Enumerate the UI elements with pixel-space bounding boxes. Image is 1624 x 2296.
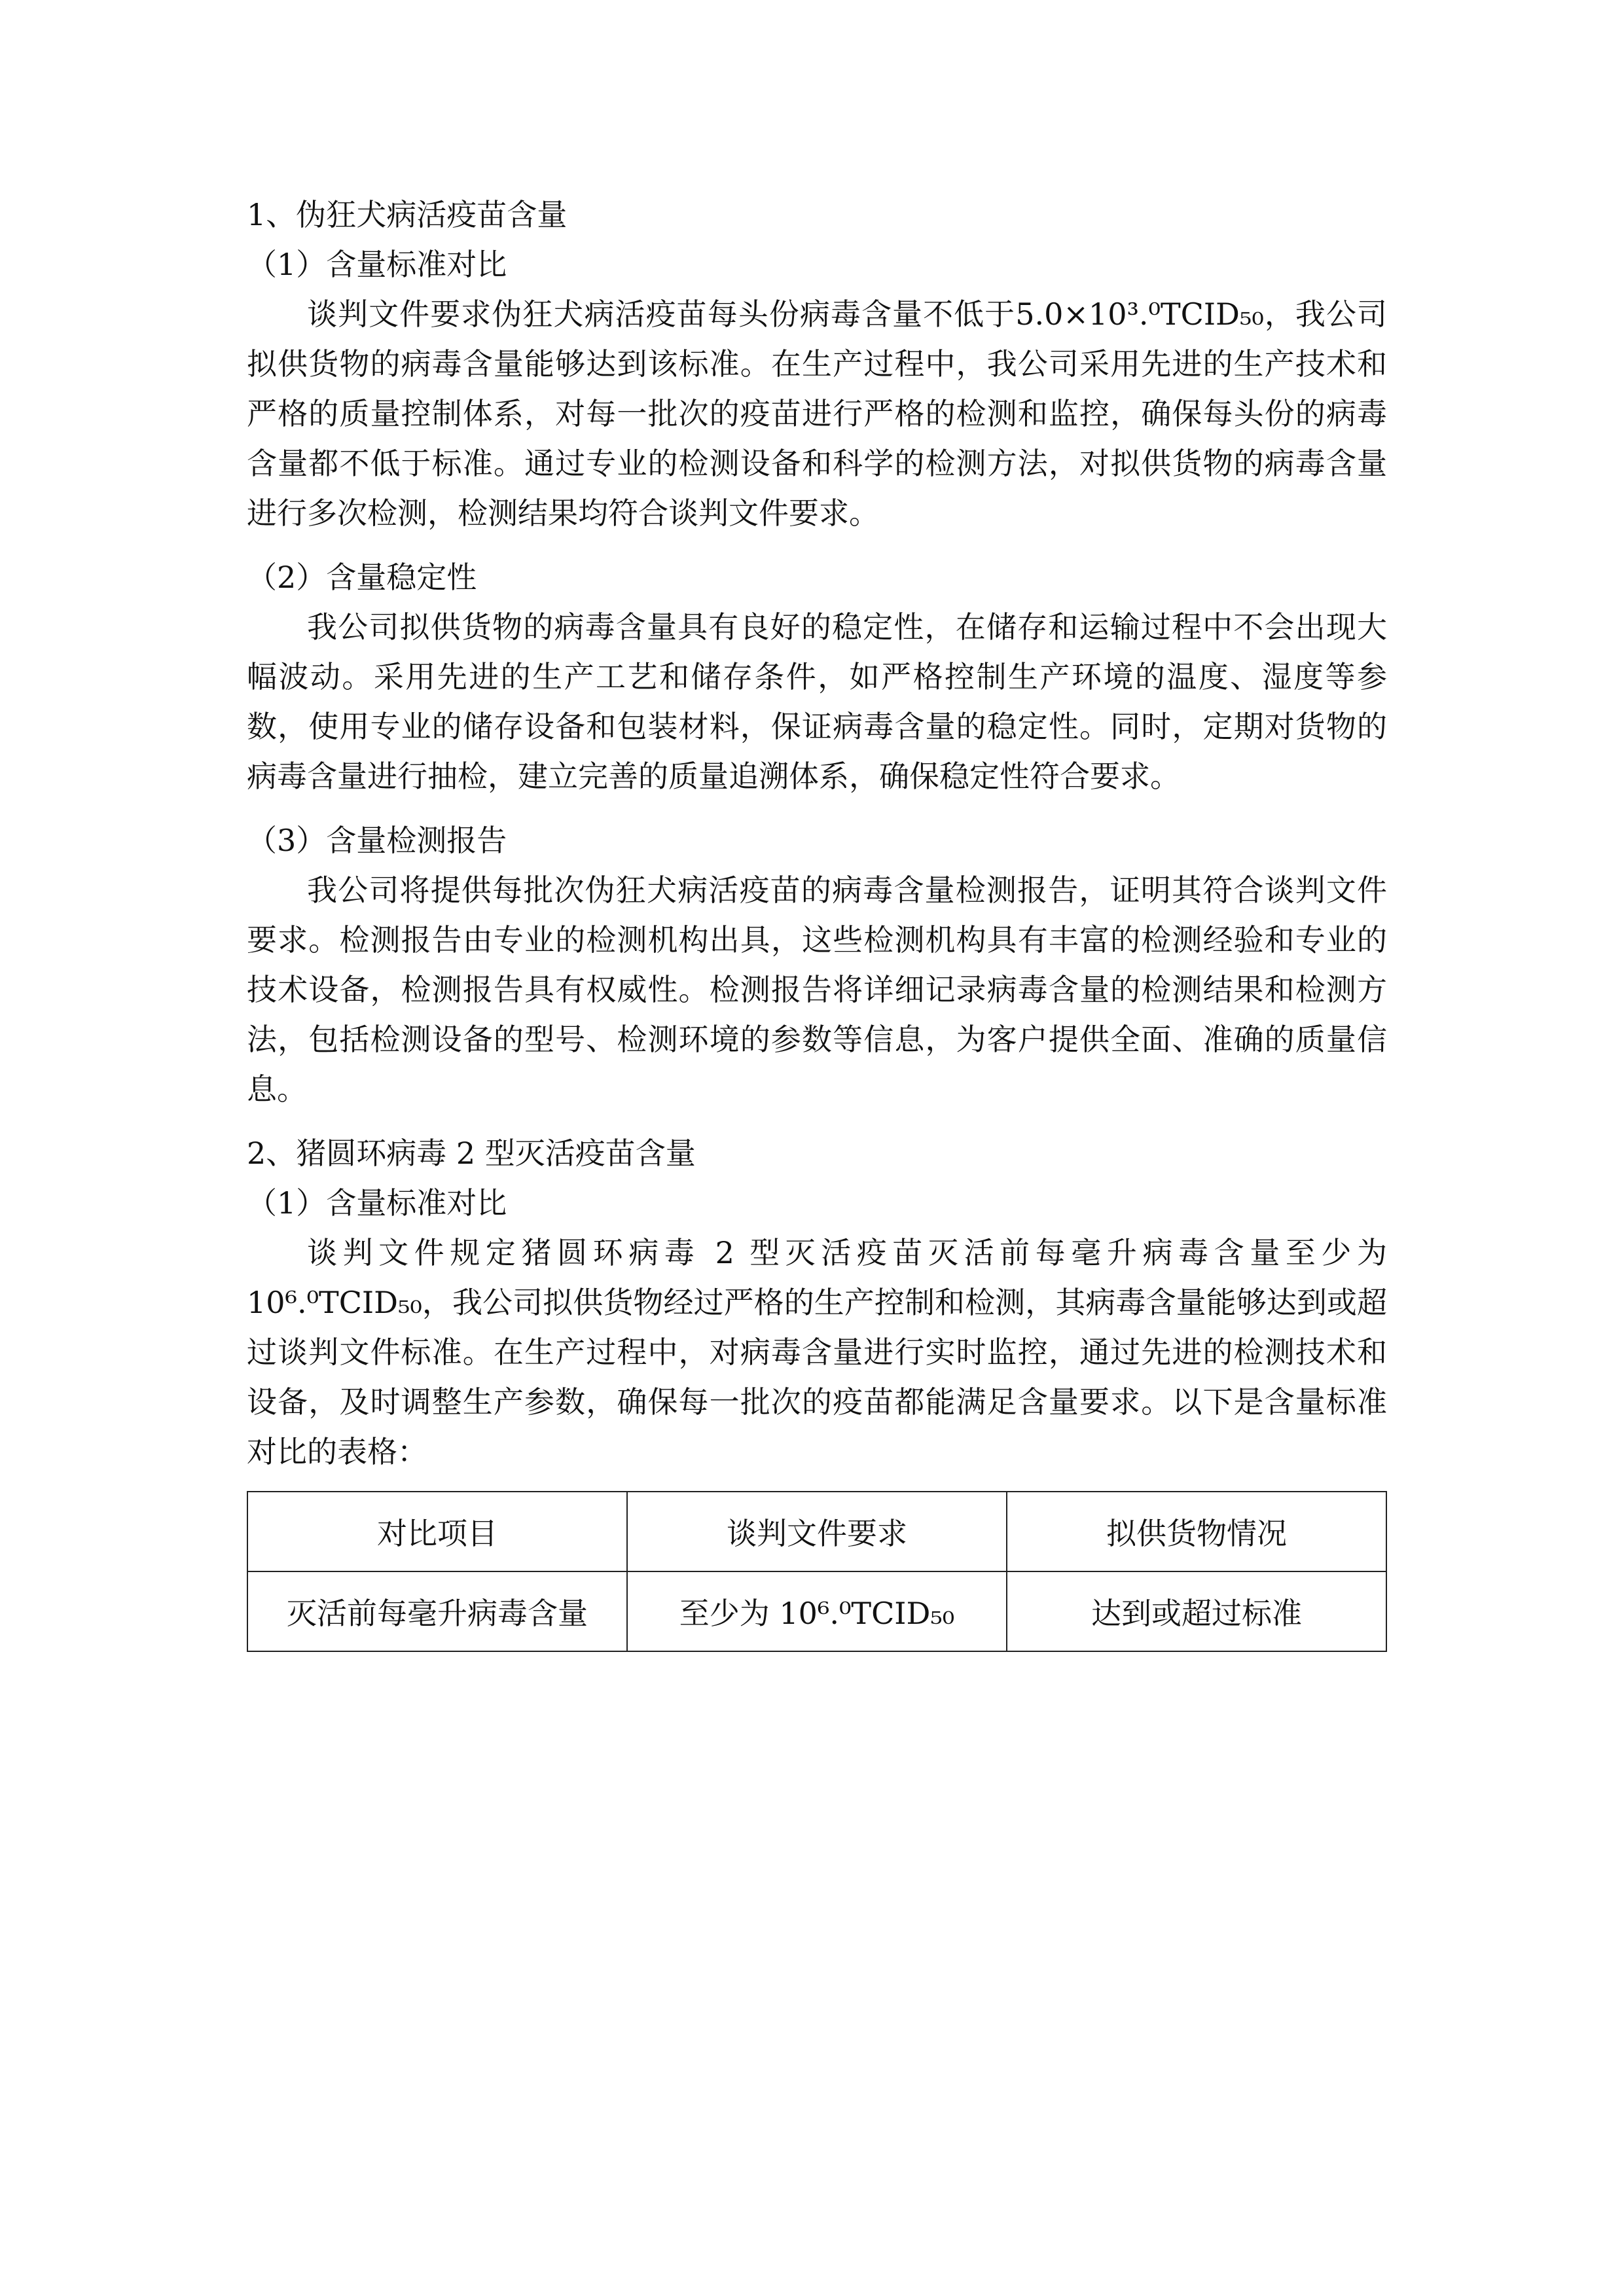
table-cell: 达到或超过标准 [1007,1571,1386,1651]
section2-sub1-title: （1）含量标准对比 [247,1185,507,1221]
section1-sub1-title: （1）含量标准对比 [247,247,507,282]
comparison-table [247,1491,1387,1652]
table-header-row [247,1492,1386,1571]
table-cell: 至少为 10⁶.⁰TCID₅₀ [627,1571,1007,1651]
section1-sub2-paragraph: 我公司拟供货物的病毒含量具有良好的稳定性，在储存和运输过程中不会出现大幅波动。采用先进的生产工艺和储存条件，如严格控制生产环境的温度、湿度等参数，使用专业的储存设备和包装材料，保证病毒含量的稳定性。同时，定期对货物的病毒含量进行抽检，建立完善的质量追溯体系，确保稳定性符合要求。 [247,609,1387,794]
table-row [247,1571,1386,1651]
section1-title: 1、伪狂犬病活疫苗含量 [247,197,568,232]
table-header-cell: 谈判文件要求 [627,1492,1007,1571]
section2-sub1-paragraph: 谈判文件规定猪圆环病毒 2 型灭活疫苗灭活前每毫升病毒含量至少为10⁶.⁰TCID₅₀，我公司拟供货物经过严格的生产控制和检测，其病毒含量能够达到或超过谈判文件标准。在生产过程中，对病毒含量进行实时监控，通过先进的检测技术和设备，及时调整生产参数，确保每一批次的疫苗都能满足含量要求。以下是含量标准对比的表格： [247,1235,1387,1469]
document-page [247,190,1387,1652]
table-cell: 灭活前每毫升病毒含量 [247,1571,627,1651]
section1-sub1-paragraph: 谈判文件要求伪狂犬病活疫苗每头份病毒含量不低于5.0×10³.⁰TCID₅₀，我公司拟供货物的病毒含量能够达到该标准。在生产过程中，我公司采用先进的生产技术和严格的质量控制体系，对每一批次的疫苗进行严格的检测和监控，确保每头份的病毒含量都不低于标准。通过专业的检测设备和科学的检测方法，对拟供货物的病毒含量进行多次检测，检测结果均符合谈判文件要求。 [247,296,1387,531]
section1-sub3-paragraph: 我公司将提供每批次伪狂犬病活疫苗的病毒含量检测报告，证明其符合谈判文件要求。检测报告由专业的检测机构出具，这些检测机构具有丰富的检测经验和专业的技术设备，检测报告具有权威性。检测报告将详细记录病毒含量的检测结果和检测方法，包括检测设备的型号、检测环境的参数等信息，为客户提供全面、准确的质量信息。 [247,872,1387,1107]
section2-title: 2、猪圆环病毒 2 型灭活疫苗含量 [247,1136,696,1171]
section1-sub3-title: （3）含量检测报告 [247,823,507,858]
table-header-cell: 对比项目 [247,1492,627,1571]
section1-sub2-title: （2）含量稳定性 [247,560,477,595]
table-header-cell: 拟供货物情况 [1007,1492,1386,1571]
